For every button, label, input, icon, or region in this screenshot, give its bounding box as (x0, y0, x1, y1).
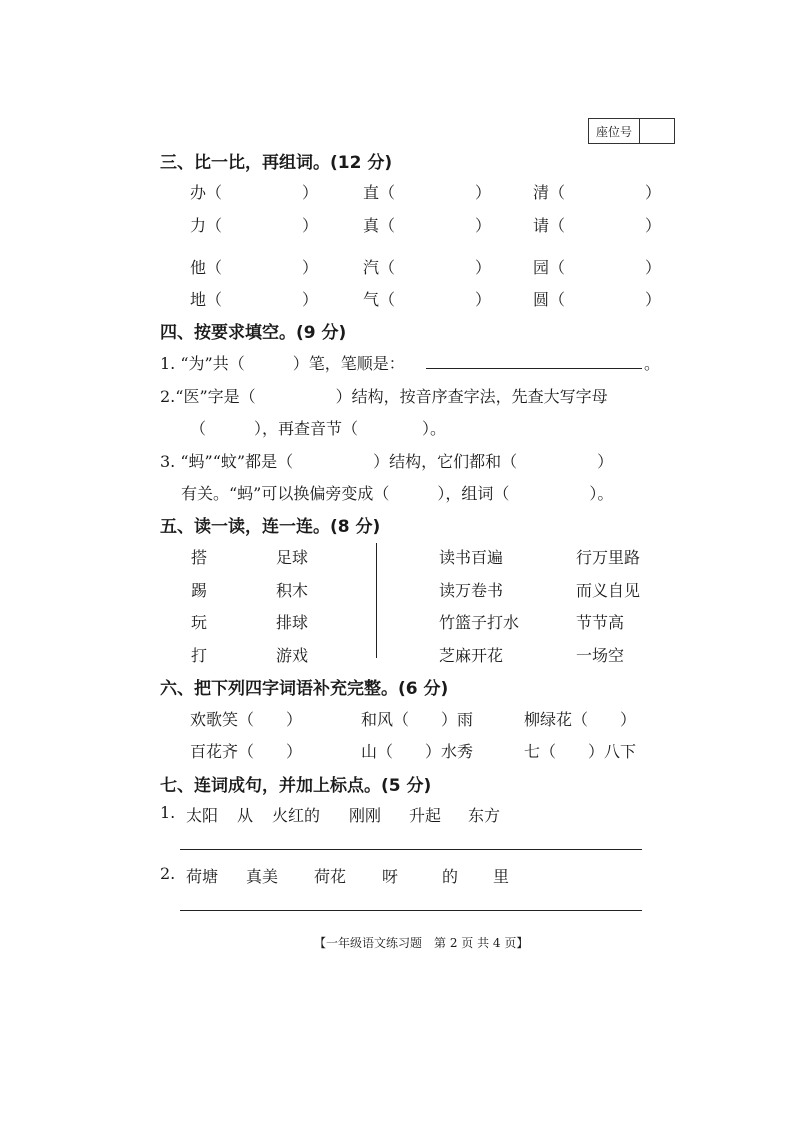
s3-item: 力（ ） (190, 216, 319, 235)
s3-item: 园（ ） (533, 258, 662, 277)
s5-right-phrase[interactable]: 芝麻开花 (439, 646, 504, 665)
s5-right-match[interactable]: 一场空 (576, 646, 625, 665)
s5-left-word[interactable]: 踢 (191, 581, 208, 600)
s4-question-3a: 3. “蚂”“蚊”都是（ ）结构，它们都和（ ） (160, 452, 614, 471)
s7-q1-word: 升起 (409, 806, 442, 825)
s7-q1-word: 刚刚 (349, 806, 382, 825)
s7-q2-word: 呀 (382, 867, 399, 886)
s7-q2-word: 的 (442, 867, 459, 886)
section-7-title: 七、连词成句，并加上标点。(5 分) (160, 776, 432, 796)
s3-item: 办（ ） (190, 183, 319, 202)
s5-left-match[interactable]: 足球 (276, 548, 309, 567)
column-divider (376, 543, 377, 658)
s3-item: 地（ ） (190, 290, 319, 309)
s4-question-2b: （ ），再查音节（ ）。 (190, 419, 447, 438)
s7-q2-number: 2. (160, 864, 176, 883)
s7-q1-word: 太阳 (186, 806, 219, 825)
s5-left-word[interactable]: 搭 (191, 548, 208, 567)
s4-question-3b: 有关。“蚂”可以换偏旁变成（ ），组词（ ）。 (181, 484, 614, 503)
section-4-title: 四、按要求填空。(9 分) (160, 323, 347, 343)
s4-question-1: 1. “为”共（ ）笔，笔顺是： (160, 354, 405, 373)
s6-item: 百花齐（ ） (190, 742, 303, 761)
s5-right-match[interactable]: 而义自见 (576, 581, 641, 600)
s5-left-match[interactable]: 积木 (276, 581, 309, 600)
s5-left-match[interactable]: 排球 (276, 613, 309, 632)
s6-item: 柳绿花（ ） (524, 710, 637, 729)
s6-item: 和风（ ）雨 (361, 710, 474, 729)
s4-question-2a: 2.“医”字是（ ）结构，按音序查字法，先查大写字母 (160, 387, 608, 406)
s5-left-match[interactable]: 游戏 (276, 646, 309, 665)
seat-number-cell[interactable] (640, 119, 674, 143)
s3-item: 他（ ） (190, 258, 319, 277)
seat-number-label: 座位号 (589, 119, 640, 143)
s5-right-match[interactable]: 行万里路 (576, 548, 641, 567)
s7-q1-word: 火红的 (272, 806, 321, 825)
s3-item: 气（ ） (363, 290, 492, 309)
section-6-title: 六、把下列四字词语补充完整。(6 分) (160, 679, 449, 699)
s6-item: 七（ ）八下 (524, 742, 637, 761)
s5-right-phrase[interactable]: 读书百遍 (439, 548, 504, 567)
s4-q1-end: 。 (644, 354, 661, 373)
s3-item: 汽（ ） (363, 258, 492, 277)
s6-item: 欢歌笑（ ） (190, 710, 303, 729)
s7-q2-answer-line[interactable] (180, 910, 642, 911)
s7-q2-word: 里 (493, 867, 510, 886)
s3-item: 直（ ） (363, 183, 492, 202)
s3-item: 真（ ） (363, 216, 492, 235)
s5-right-phrase[interactable]: 读万卷书 (439, 581, 504, 600)
s7-q1-word: 从 (237, 806, 254, 825)
s5-left-word[interactable]: 玩 (191, 613, 208, 632)
s5-right-match[interactable]: 节节高 (576, 613, 625, 632)
s5-left-word[interactable]: 打 (191, 646, 208, 665)
s5-right-phrase[interactable]: 竹篮子打水 (439, 613, 520, 632)
page-footer: 【一年级语文练习题 第 2 页 共 4 页】 (314, 936, 529, 950)
s6-item: 山（ ）水秀 (361, 742, 474, 761)
s7-q2-word: 荷塘 (186, 867, 219, 886)
section-5-title: 五、读一读，连一连。(8 分) (160, 517, 381, 537)
s4-q1-answer-line[interactable] (426, 368, 642, 369)
s7-q1-word: 东方 (468, 806, 501, 825)
s3-item: 请（ ） (533, 216, 662, 235)
s7-q2-word: 荷花 (314, 867, 347, 886)
seat-number-box (588, 118, 675, 144)
section-3-title: 三、比一比，再组词。(12 分) (160, 153, 393, 173)
s7-q2-word: 真美 (246, 867, 279, 886)
s3-item: 清（ ） (533, 183, 662, 202)
s7-q1-answer-line[interactable] (180, 849, 642, 850)
s7-q1-number: 1. (160, 803, 176, 822)
s3-item: 圆（ ） (533, 290, 662, 309)
